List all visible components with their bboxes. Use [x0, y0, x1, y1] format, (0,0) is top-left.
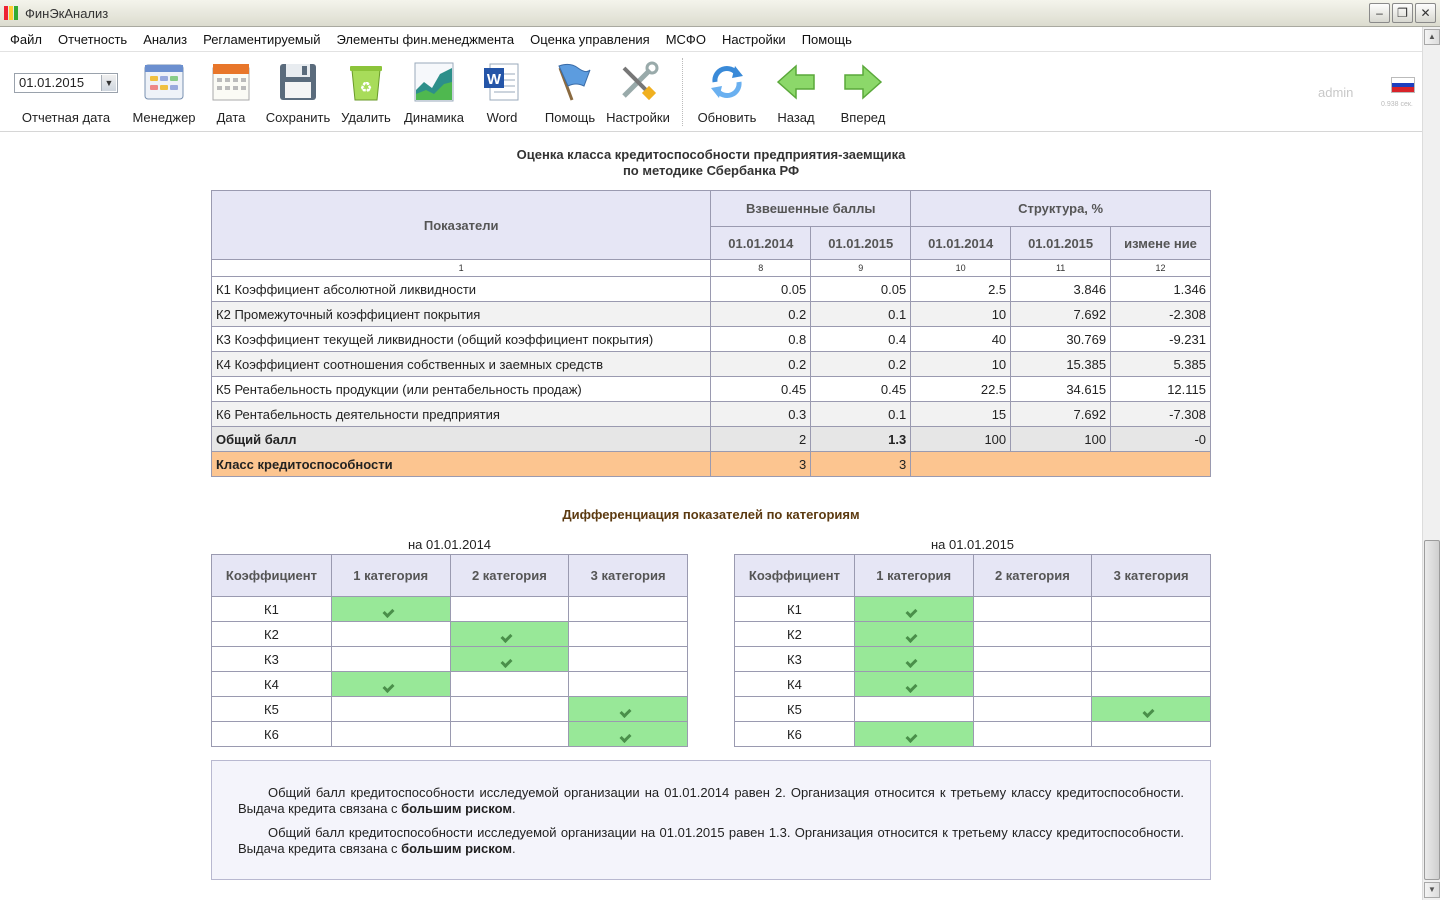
- category-cell: [331, 697, 450, 722]
- category-cell: [973, 622, 1092, 647]
- toolbar-button-label: Word: [486, 110, 518, 125]
- toolbar-button-label: Дата: [216, 110, 246, 125]
- toolbar-button-label: Настройки: [606, 110, 670, 125]
- checkmark-icon: [621, 704, 635, 714]
- table-row: [212, 277, 1211, 302]
- checkmark-icon: [1144, 704, 1158, 714]
- category-cell: [973, 597, 1092, 622]
- category-cell: [973, 722, 1092, 747]
- column-number: 8: [711, 260, 811, 277]
- category-row: [212, 622, 688, 647]
- arrow-left-icon: [774, 60, 818, 104]
- total-label: Общий балл: [212, 427, 711, 452]
- toolbar-button-tools[interactable]: [604, 58, 672, 128]
- report-title: [211, 147, 1211, 179]
- category-cell: [1092, 697, 1211, 722]
- toolbar-button-label: Сохранить: [265, 110, 331, 125]
- coefficient-code: К4: [212, 672, 332, 697]
- table-row: [212, 402, 1211, 427]
- recycle-bin-icon: [344, 60, 388, 104]
- value-cell: 0.2: [711, 302, 811, 327]
- header-date: 01.01.2014: [911, 227, 1011, 260]
- toolbar-button-label: Помощь: [544, 110, 596, 125]
- coefficient-code: К1: [735, 597, 855, 622]
- indicator-name: Рентабельность деятельности предприятия: [234, 406, 500, 422]
- toolbar-button-label: Вперед: [840, 110, 886, 125]
- value-cell: 10: [911, 302, 1011, 327]
- maximize-button[interactable]: ❐: [1392, 3, 1413, 23]
- checkmark-icon: [621, 729, 635, 739]
- category-cell: [973, 697, 1092, 722]
- coefficient-code: К2: [735, 622, 855, 647]
- category-column-header: 3 категория: [1092, 555, 1211, 597]
- category-cell: [1092, 597, 1211, 622]
- category-cell: [1092, 722, 1211, 747]
- category-column-header: 1 категория: [854, 555, 973, 597]
- indicator-name: Коэффициент соотношения собственных и заемных средств: [234, 356, 604, 372]
- checkmark-icon: [907, 629, 921, 639]
- coefficient-code: К6: [212, 722, 332, 747]
- category-cell: [331, 622, 450, 647]
- coefficient-code: К3: [735, 647, 855, 672]
- indicator-cell: [212, 377, 711, 402]
- category-row: [735, 647, 1211, 672]
- category-column-header: 2 категория: [973, 555, 1092, 597]
- toolbar-button-label: Обновить: [697, 110, 757, 125]
- toolbar-button-label: Назад: [777, 110, 815, 125]
- category-cell: [1092, 647, 1211, 672]
- value-cell: 40: [911, 327, 1011, 352]
- coefficient-code: К1: [212, 597, 332, 622]
- category-cell: [450, 597, 569, 622]
- total-value: 100: [911, 427, 1011, 452]
- toolbar-button-label: Удалить: [341, 110, 391, 125]
- category-row: [735, 697, 1211, 722]
- value-cell: 3.846: [1011, 277, 1111, 302]
- value-cell: -7.308: [1111, 402, 1211, 427]
- floppy-disk-icon: [276, 60, 320, 104]
- credit-class-value: 3: [711, 452, 811, 477]
- report-date-value: 01.01.2015: [19, 75, 85, 90]
- checkmark-icon: [384, 679, 398, 689]
- header-date: 01.01.2014: [711, 227, 811, 260]
- value-cell: 12.115: [1111, 377, 1211, 402]
- column-number: 1: [212, 260, 711, 277]
- indicator-name: Коэффициент абсолютной ликвидности: [234, 281, 477, 297]
- indicator-cell: [212, 352, 711, 377]
- header-weighted: Взвешенные баллы: [711, 191, 911, 227]
- value-cell: 34.615: [1011, 377, 1111, 402]
- credit-class-row: [212, 452, 1211, 477]
- category-cell: [973, 647, 1092, 672]
- refresh-icon: [705, 60, 749, 104]
- svg-text:♻: ♻: [359, 79, 373, 95]
- category-cell: [331, 597, 450, 622]
- category-cell: [569, 622, 688, 647]
- differentiation-title: Дифференциация показателей по категориям: [562, 507, 860, 522]
- category-cell: [854, 647, 973, 672]
- category-row: [212, 647, 688, 672]
- window-title: ФинЭкАнализ: [25, 5, 109, 21]
- coefficient-code: К3: [212, 647, 332, 672]
- credit-class-label: Класс кредитоспособности: [212, 452, 711, 477]
- category-row: [735, 622, 1211, 647]
- conclusion-panel: [211, 760, 1211, 880]
- table-row: [212, 327, 1211, 352]
- toolbar-button-label: Динамика: [404, 110, 464, 125]
- chevron-down-icon[interactable]: ▼: [101, 75, 116, 91]
- left-table-caption: на 01.01.2014: [407, 537, 492, 552]
- table-row: [212, 352, 1211, 377]
- category-row: [735, 722, 1211, 747]
- russian-flag-icon[interactable]: [1391, 77, 1415, 93]
- category-cell: [569, 672, 688, 697]
- column-number: 9: [811, 260, 911, 277]
- conclusion-2015: Общий балл кредитоспособности исследуемой организации на 01.01.2015 равен 1.3. Организация относится к третьему классу кредитоспособности. Выдача кредита связана с большим риском.: [238, 825, 1184, 856]
- category-cell: [854, 722, 973, 747]
- value-cell: 22.5: [911, 377, 1011, 402]
- coefficient-code: К6: [735, 722, 855, 747]
- window-titlebar: [0, 0, 1440, 27]
- header-change: измене ние: [1111, 227, 1211, 260]
- coefficient-code: К4: [735, 672, 855, 697]
- manager-icon: [142, 60, 186, 104]
- menu-item[interactable]: Файл: [10, 31, 42, 47]
- category-column-header: Коэффициент: [212, 555, 332, 597]
- value-cell: 1.346: [1111, 277, 1211, 302]
- checkmark-icon: [907, 654, 921, 664]
- vertical-scrollbar[interactable]: [1422, 27, 1440, 900]
- toolbar-button-label: Менеджер: [132, 110, 196, 125]
- column-number: 11: [1011, 260, 1111, 277]
- menu-item[interactable]: Элементы фин.менеджмента: [336, 31, 515, 47]
- total-value: 100: [1011, 427, 1111, 452]
- indicator-code: К4: [216, 356, 231, 372]
- menu-item[interactable]: Оценка управления: [530, 31, 650, 47]
- app-logo-icon: [4, 6, 18, 20]
- indicator-name: Коэффициент текущей ликвидности (общий коэффициент покрытия): [234, 331, 654, 347]
- minimize-button[interactable]: –: [1369, 3, 1390, 23]
- value-cell: 0.05: [811, 277, 911, 302]
- header-date: 01.01.2015: [811, 227, 911, 260]
- coefficient-code: К2: [212, 622, 332, 647]
- indicator-code: К5: [216, 381, 231, 397]
- category-cell: [450, 697, 569, 722]
- category-cell: [450, 647, 569, 672]
- category-row: [212, 722, 688, 747]
- category-column-header: 2 категория: [450, 555, 569, 597]
- menu-item[interactable]: Отчетность: [57, 31, 128, 47]
- category-row: [212, 697, 688, 722]
- load-timer: 0.938 сек.: [1381, 101, 1413, 108]
- total-value: 2: [711, 427, 811, 452]
- value-cell: 0.1: [811, 402, 911, 427]
- checkmark-icon: [907, 729, 921, 739]
- category-cell: [331, 647, 450, 672]
- value-cell: 0.2: [811, 352, 911, 377]
- coefficient-code: К5: [735, 697, 855, 722]
- right-table-caption: на 01.01.2015: [930, 537, 1015, 552]
- indicator-cell: [212, 327, 711, 352]
- indicator-code: К1: [216, 281, 231, 297]
- value-cell: 0.1: [811, 302, 911, 327]
- category-cell: [973, 672, 1092, 697]
- indicator-cell: [212, 302, 711, 327]
- calendar-icon: [209, 60, 253, 104]
- category-cell: [569, 697, 688, 722]
- value-cell: 0.45: [711, 377, 811, 402]
- value-cell: 15.385: [1011, 352, 1111, 377]
- indicator-cell: [212, 402, 711, 427]
- value-cell: 0.2: [711, 352, 811, 377]
- menu-item[interactable]: Регламентируемый: [203, 31, 321, 47]
- total-value: 1.3: [811, 427, 911, 452]
- toolbar-separator: [682, 58, 683, 126]
- category-column-header: Коэффициент: [735, 555, 855, 597]
- category-cell: [569, 647, 688, 672]
- tools-icon: [616, 60, 660, 104]
- category-cell: [854, 672, 973, 697]
- checkmark-icon: [502, 654, 516, 664]
- value-cell: 0.3: [711, 402, 811, 427]
- checkmark-icon: [502, 629, 516, 639]
- coefficient-code: К5: [212, 697, 332, 722]
- category-cell: [450, 622, 569, 647]
- category-row: [212, 597, 688, 622]
- category-column-header: 3 категория: [569, 555, 688, 597]
- indicator-code: К2: [216, 306, 231, 322]
- report-title-line2: по методике Сбербанка РФ: [622, 163, 800, 178]
- empty-cell: [911, 452, 1211, 477]
- header-date: 01.01.2015: [1011, 227, 1111, 260]
- report-date-label: Отчетная дата: [21, 110, 111, 125]
- category-cell: [450, 722, 569, 747]
- total-value: -0: [1111, 427, 1211, 452]
- svg-text:W: W: [486, 71, 502, 88]
- category-column-header: 1 категория: [331, 555, 450, 597]
- category-row: [212, 672, 688, 697]
- category-table-2014: [211, 554, 688, 747]
- checkmark-icon: [907, 604, 921, 614]
- conclusion-2014: Общий балл кредитоспособности исследуемой организации на 01.01.2014 равен 2. Организация относится к третьему классу кредитоспособности. Выдача кредита связана с большим риском.: [238, 785, 1184, 816]
- category-table-2015: [734, 554, 1211, 747]
- header-structure: Структура, %: [911, 191, 1211, 227]
- value-cell: 5.385: [1111, 352, 1211, 377]
- value-cell: -9.231: [1111, 327, 1211, 352]
- category-cell: [1092, 622, 1211, 647]
- value-cell: -2.308: [1111, 302, 1211, 327]
- value-cell: 7.692: [1011, 402, 1111, 427]
- close-button[interactable]: ✕: [1415, 3, 1436, 23]
- column-number: 10: [911, 260, 1011, 277]
- scroll-thumb[interactable]: [1424, 540, 1440, 880]
- table-row: [212, 377, 1211, 402]
- credit-class-value: 3: [811, 452, 911, 477]
- value-cell: 0.4: [811, 327, 911, 352]
- value-cell: 0.05: [711, 277, 811, 302]
- indicator-name: Рентабельность продукции (или рентабельность продаж): [234, 381, 582, 397]
- help-flag-icon: [548, 60, 592, 104]
- area-chart-icon: [412, 60, 456, 104]
- word-document-icon: [480, 60, 524, 104]
- category-cell: [1092, 672, 1211, 697]
- value-cell: 2.5: [911, 277, 1011, 302]
- header-indicators: Показатели: [212, 191, 711, 260]
- toolbar-button-refresh[interactable]: [693, 58, 761, 128]
- user-name: admin: [1318, 85, 1354, 100]
- credit-score-table: [211, 190, 1211, 477]
- value-cell: 0.8: [711, 327, 811, 352]
- indicator-cell: [212, 277, 711, 302]
- toolbar-button-arrow-right[interactable]: [829, 58, 897, 128]
- indicator-code: К3: [216, 331, 231, 347]
- category-cell: [854, 622, 973, 647]
- scroll-up-icon[interactable]: ▲: [1424, 29, 1440, 45]
- menu-item[interactable]: МСФО: [665, 31, 706, 47]
- category-cell: [331, 672, 450, 697]
- category-row: [735, 597, 1211, 622]
- category-cell: [854, 697, 973, 722]
- checkmark-icon: [907, 679, 921, 689]
- category-cell: [854, 597, 973, 622]
- indicator-name: Промежуточный коэффициент покрытия: [234, 306, 481, 322]
- category-row: [735, 672, 1211, 697]
- menu-item[interactable]: Анализ: [143, 31, 188, 47]
- scroll-down-icon[interactable]: ▼: [1424, 882, 1440, 898]
- value-cell: 7.692: [1011, 302, 1111, 327]
- indicator-code: К6: [216, 406, 231, 422]
- column-number: 12: [1111, 260, 1211, 277]
- category-cell: [450, 672, 569, 697]
- menu-item[interactable]: Помощь: [801, 31, 852, 47]
- report-title-line1: Оценка класса кредитоспособности предприятия-заемщика: [516, 147, 906, 162]
- value-cell: 15: [911, 402, 1011, 427]
- checkmark-icon: [384, 604, 398, 614]
- menu-bar: [0, 27, 1422, 52]
- report-date-select[interactable]: [14, 73, 118, 93]
- category-cell: [569, 597, 688, 622]
- table-row: [212, 302, 1211, 327]
- category-cell: [331, 722, 450, 747]
- menu-item[interactable]: Настройки: [721, 31, 786, 47]
- value-cell: 30.769: [1011, 327, 1111, 352]
- arrow-right-icon: [841, 60, 885, 104]
- category-cell: [569, 722, 688, 747]
- total-row: [212, 427, 1211, 452]
- value-cell: 10: [911, 352, 1011, 377]
- value-cell: 0.45: [811, 377, 911, 402]
